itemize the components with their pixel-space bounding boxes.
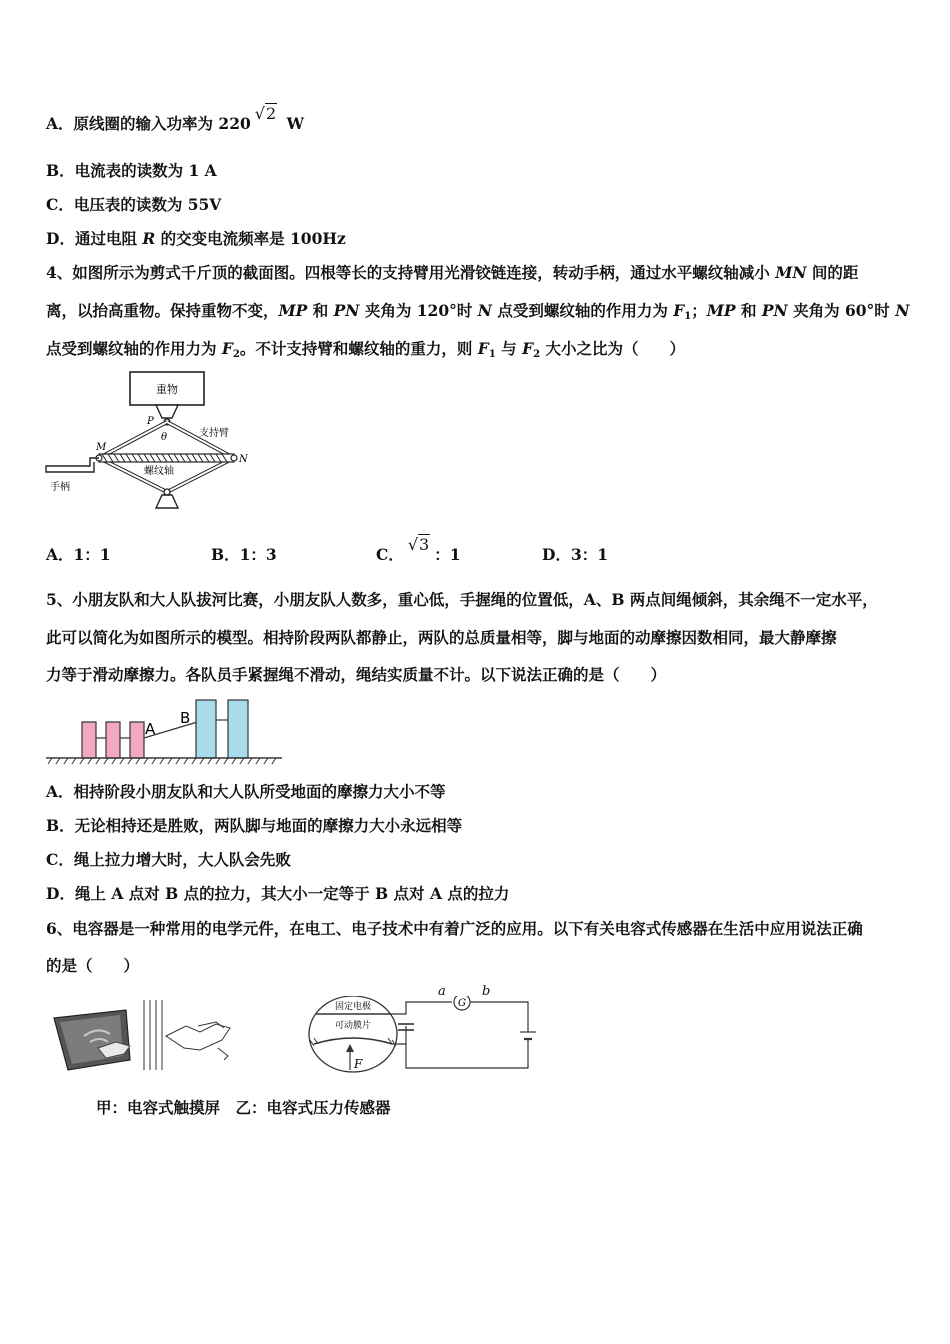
finger-sketch: [166, 1024, 230, 1050]
t: C．: [376, 545, 404, 564]
handle-label: 手柄: [50, 482, 70, 493]
label-m: M: [96, 442, 107, 453]
t: 和: [735, 301, 762, 320]
label-n: N: [239, 454, 248, 465]
ground-hatch: [48, 758, 276, 764]
var-mp: MP: [278, 301, 308, 320]
screw-label: 螺纹轴: [144, 466, 174, 477]
t: 点受到螺纹轴的作用力为: [46, 339, 222, 358]
q3-option-a: [46, 104, 304, 134]
var-mp: MP: [706, 301, 736, 320]
sqrt-symbol: √2: [254, 104, 277, 123]
wire: [392, 1040, 528, 1068]
q6-figure-caption: 甲：电容式触摸屏 乙：电容式压力传感器: [96, 1098, 391, 1117]
handle: [46, 458, 99, 472]
t: 和: [307, 301, 334, 320]
tug-of-war-figure: [44, 694, 284, 766]
q3-option-b: B．电流表的读数为 1 A: [46, 161, 217, 180]
subscript: 2: [232, 349, 240, 360]
variable-r: R: [142, 229, 156, 248]
finger-sketch-detail: [218, 1048, 228, 1060]
t: 夹角为 120°时: [359, 301, 478, 320]
adult-block: [228, 700, 248, 758]
sqrt-symbol: √3: [407, 535, 430, 554]
label-a-node: a: [438, 984, 446, 999]
sqrt-radicand: 3: [419, 535, 430, 554]
force-label: F: [354, 1057, 363, 1071]
weight-label: 重物: [156, 383, 178, 396]
q5-stem-line1: 5、小朋友队和大人队拔河比赛，小朋友队人数多，重心低，手握绳的位置低，A、B 两点间绳倾斜，其余绳不一定水平，: [46, 590, 878, 609]
label-b-node: b: [482, 984, 491, 999]
option-a-text: A．原线圈的输入功率为 220: [46, 114, 251, 133]
capacitor-sensor-figure: [48, 996, 538, 1082]
wire: [390, 1002, 452, 1014]
var-f: F: [477, 339, 489, 358]
var-n: N: [895, 301, 910, 320]
q4-option-d: D．3：1: [542, 545, 609, 564]
q4-option-b: B．1：3: [211, 545, 277, 564]
q4-stem-line1: [46, 263, 858, 283]
joint-bottom: [164, 489, 170, 495]
child-block: [130, 722, 144, 758]
t: 夹角为 60°时: [787, 301, 896, 320]
top-mount: [156, 405, 178, 418]
option-d-suffix: 的交变电流频率是 100Hz: [155, 229, 346, 248]
var-f: F: [673, 301, 685, 320]
t: 与: [495, 339, 523, 358]
var-f: F: [522, 339, 534, 358]
subscript: 1: [684, 311, 692, 322]
label-theta: θ: [161, 432, 168, 443]
subscript: 1: [488, 349, 496, 360]
wire: [470, 1002, 528, 1032]
q4-stem-line2: [46, 301, 909, 327]
arm-label: 支持臂: [199, 428, 229, 439]
t: 大小之比为（ ）: [540, 339, 685, 358]
t: ；: [691, 301, 707, 320]
q4-l1b: 间的距: [806, 263, 859, 282]
q6-stem-line1: 6、电容器是一种常用的电学元件，在电工、电子技术中有着广泛的应用。以下有关电容式传感器在生活中应用说法正确: [46, 919, 863, 938]
q5-option-a: A．相持阶段小朋友队和大人队所受地面的摩擦力大小不等: [46, 782, 446, 801]
t: 离，以抬高重物。保持重物不变，: [46, 301, 279, 320]
adult-block: [196, 700, 216, 758]
q4-l1a: 4、如图所示为剪式千斤顶的截面图。四根等长的支持臂用光滑铰链连接，转动手柄，通过水平螺纹轴减小: [46, 263, 776, 282]
q6-stem-line2: 的是（ ）: [46, 956, 140, 975]
q5-option-c: C．绳上拉力增大时，大人队会先败: [46, 850, 291, 869]
q4-option-c: [376, 535, 461, 565]
var-pn: PN: [761, 301, 788, 320]
option-d-prefix: D．通过电阻: [46, 229, 143, 248]
q3-option-d: [46, 229, 346, 249]
t: 。不计支持臂和螺纹轴的重力，则: [239, 339, 478, 358]
var-pn: PN: [333, 301, 360, 320]
option-a-unit: W: [281, 114, 304, 133]
q4-option-a: A．1：1: [46, 545, 111, 564]
child-block: [82, 722, 96, 758]
child-block: [106, 722, 120, 758]
galvanometer-label: G: [458, 998, 466, 1009]
scissor-jack-figure: [44, 370, 254, 512]
var-mn: MN: [775, 263, 807, 282]
q4-stem-line3: [46, 339, 685, 365]
var-n: N: [477, 301, 492, 320]
joint-n: [231, 455, 237, 461]
base: [156, 495, 178, 508]
fixed-electrode-label: 固定电极: [334, 1002, 372, 1012]
subscript: 2: [533, 349, 541, 360]
movable-film-label: 可动膜片: [334, 1021, 372, 1031]
label-p: P: [147, 416, 154, 427]
q5-stem-line2: 此可以简化为如图所示的模型。相持阶段两队都静止，两队的总质量相等，脚与地面的动摩擦因数相同，最大静摩擦: [46, 628, 837, 647]
t: ：1: [434, 545, 461, 564]
q5-option-b: B．无论相持还是胜败，两队脚与地面的摩擦力大小永远相等: [46, 816, 463, 835]
t: 点受到螺纹轴的作用力为: [491, 301, 674, 320]
label-a: A: [145, 720, 156, 738]
var-f: F: [221, 339, 233, 358]
arm-mp-inner: [99, 422, 167, 458]
arm-lower-right-inner: [167, 458, 234, 492]
q5-option-d: D．绳上 A 点对 B 点的拉力，其大小一定等于 B 点对 A 点的拉力: [46, 884, 510, 903]
q3-option-c: C．电压表的读数为 55V: [46, 195, 222, 214]
label-b: B: [180, 709, 191, 727]
q5-stem-line3: 力等于滑动摩擦力。各队员手紧握绳不滑动，绳结实质量不计。以下说法正确的是（ ）: [46, 665, 667, 684]
sqrt-radicand: 2: [265, 104, 277, 123]
